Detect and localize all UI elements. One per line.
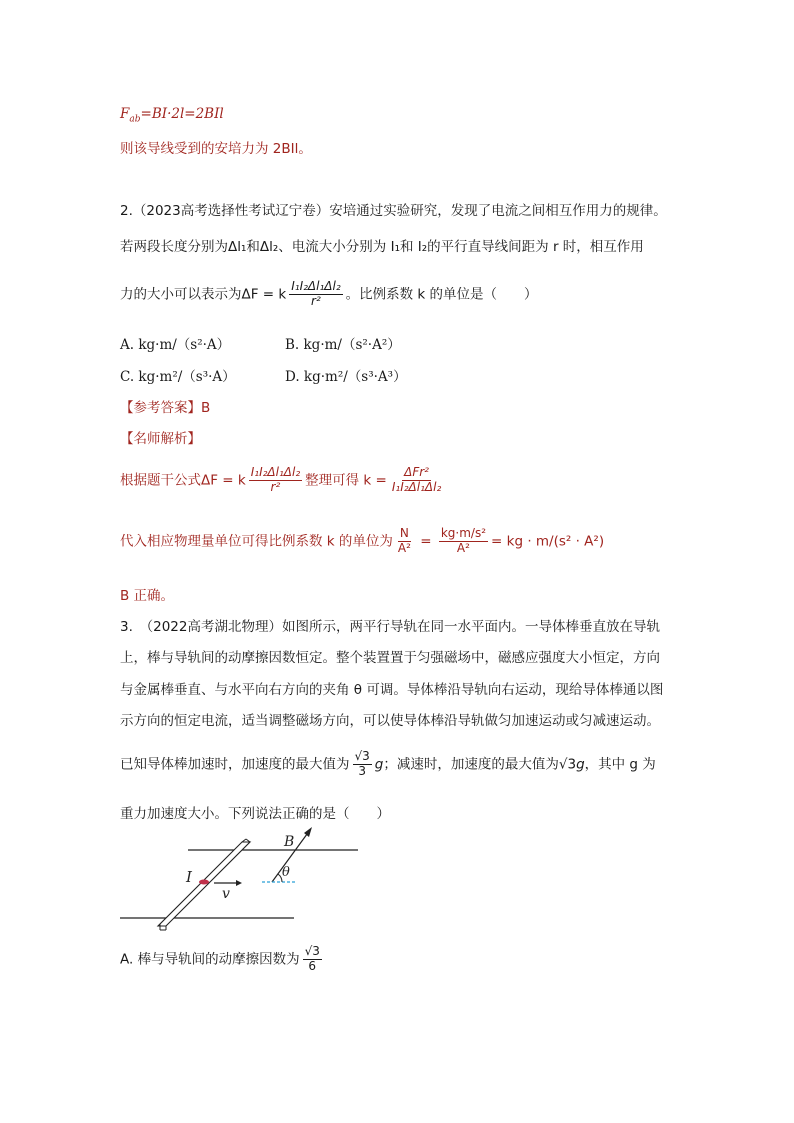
q2-solution-line2: 代入相应物理量单位可得比例系数 k 的单位为 $\frac{N}{\text{A²}}$ = $\frac{\text{kg·m/s²}}{\text{A²}}$ = kg · m/(s² · A²) bbox=[120, 526, 605, 555]
q2-options-row2 bbox=[120, 365, 450, 385]
q2-options-row1 bbox=[120, 333, 450, 353]
prev-conclusion: 则该导线受到的安培力为 2BIl。 bbox=[120, 141, 312, 157]
q2-option-d[interactable]: D. kg·m²/（s³·A³） bbox=[285, 369, 407, 385]
label-B: B bbox=[284, 834, 295, 850]
q2-option-a[interactable]: A. kg·m/（s²·A） bbox=[120, 337, 231, 353]
prev-formula: $F_{ab}=BI\cdot 2l=2BIl$ bbox=[120, 106, 224, 125]
q2-option-c[interactable]: C. kg·m²/（s³·A） bbox=[120, 369, 236, 385]
q2-formula-fraction: $\frac{\text{I₁I₂Δl₁Δl₂}}{\text{r²}}$ bbox=[291, 279, 341, 308]
q2-solution-line1: 根据题干公式ΔF = k $\frac{\text{I₁I₂Δl₁Δl₂}}{\text{r²}}$ 整理可得 k = $\frac{\text{ΔFr²}}{\text{I₁I₂Δl₁Δl₂}}$ bbox=[120, 465, 442, 494]
current-mark bbox=[199, 880, 209, 885]
q3-line6: 重力加速度大小。下列说法正确的是（ ） bbox=[120, 806, 390, 822]
q2-analysis-heading: 【名师解析】 bbox=[120, 431, 201, 447]
q3-line3: 与金属棒垂直、与水平向右方向的夹角 θ 可调。导体棒沿导轨向右运动，现给导体棒通以图 bbox=[120, 682, 664, 698]
q2-stem-line2: 若两段长度分别为Δl₁和Δl₂、电流大小分别为 I₁和 I₂的平行直导线间距为 r 时，相互作用 bbox=[120, 239, 644, 255]
q3-line1: 3. （2022高考湖北物理）如图所示，两平行导轨在同一水平面内。一导体棒垂直放在导轨 bbox=[120, 619, 660, 635]
label-I: I bbox=[186, 868, 192, 886]
label-v: v bbox=[222, 886, 230, 902]
q3-line5: 已知导体棒加速时，加速度的最大值为 $\frac{√3}{3}$ g；减速时，加速度的最大值为√3g，其中 g 为 bbox=[120, 749, 656, 778]
q2-option-b[interactable]: B. kg·m/（s²·A²） bbox=[285, 337, 401, 353]
q2-answer: 【参考答案】B bbox=[120, 400, 211, 416]
q3-option-a[interactable]: A. 棒与导轨间的动摩擦因数为 $\frac{√3}{6}$ bbox=[120, 944, 320, 973]
q2-conclusion: B 正确。 bbox=[120, 588, 175, 604]
label-theta: θ bbox=[282, 865, 290, 880]
q3-figure bbox=[118, 820, 368, 932]
q2-stem-line1: 2.（2023高考选择性考试辽宁卷）安培通过实验研究，发现了电流之间相互作用力的规律。 bbox=[120, 203, 667, 219]
q3-line4: 示方向的恒定电流，适当调整磁场方向，可以使导体棒沿导轨做匀加速运动或匀减速运动。 bbox=[120, 713, 660, 729]
q3-line2: 上，棒与导轨间的动摩擦因数恒定。整个装置置于匀强磁场中，磁感应强度大小恒定，方向 bbox=[120, 650, 660, 666]
q2-stem-line3: 力的大小可以表示为ΔF = k $\frac{\text{I₁I₂Δl₁Δl₂}}{\text{r²}}$ 。比例系数 k 的单位是（ ） bbox=[120, 279, 538, 308]
